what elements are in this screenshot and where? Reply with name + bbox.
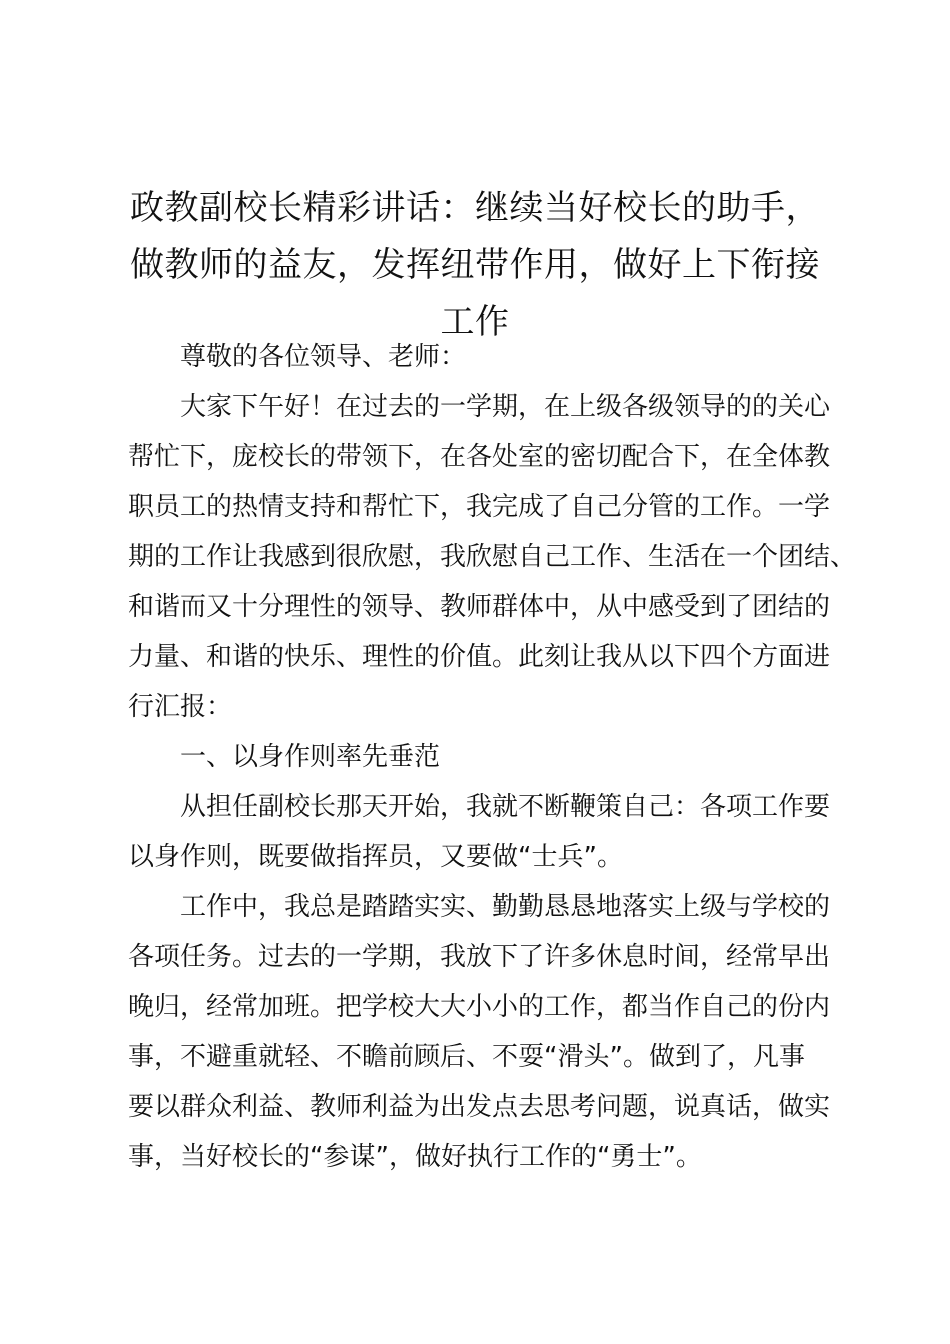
- paragraph-line: 工作中，我总是踏踏实实、勤勤恳恳地落实上级与学校的: [180, 892, 831, 922]
- section-heading: [128, 732, 828, 782]
- paragraph-line: 尊敬的各位领导、老师：: [180, 342, 467, 372]
- opening-paragraph: [128, 382, 857, 732]
- paragraph-line: 各项任务。过去的一学期，我放下了许多休息时间，经常早出: [128, 942, 831, 972]
- paragraph-line: 和谐而又十分理性的领导、教师群体中，从中感受到了团结的: [128, 592, 831, 622]
- document-body: [128, 332, 857, 1182]
- paragraph-line: 事，不避重就轻、不瞻前顾后、不耍“滑头”。做到了，凡事: [128, 1042, 805, 1072]
- paragraph-line: 从担任副校长那天开始，我就不断鞭策自己：各项工作要: [180, 792, 831, 822]
- paragraph-line: 帮忙下，庞校长的带领下，在各处室的密切配合下，在全体教: [128, 442, 831, 472]
- paragraph-line: 一、以身作则率先垂范: [180, 742, 441, 772]
- paragraph-line: 力量、和谐的快乐、理性的价值。此刻让我从以下四个方面进: [128, 642, 831, 672]
- paragraph-line: 要以群众利益、教师利益为出发点去思考问题，说真话，做实: [128, 1092, 831, 1122]
- paragraph-line: 事，当好校长的“参谋”，做好执行工作的“勇士”。: [128, 1142, 702, 1172]
- paragraph-line: 期的工作让我感到很欣慰，我欣慰自己工作、生活在一个团结、: [128, 542, 857, 572]
- body-paragraph: [128, 782, 831, 882]
- paragraph-line: 晚归，经常加班。把学校大大小小的工作，都当作自己的份内: [128, 992, 831, 1022]
- paragraph-line: 职员工的热情支持和帮忙下，我完成了自己分管的工作。一学: [128, 492, 831, 522]
- title-line: 政教副校长精彩讲话：继续当好校长的助手，: [130, 188, 820, 228]
- title-line: 工作: [440, 302, 510, 342]
- paragraph-line: 大家下午好！在过去的一学期，在上级各级领导的的关心: [180, 392, 831, 422]
- paragraph-line: 以身作则，既要做指挥员，又要做“士兵”。: [128, 842, 623, 872]
- document-title: [118, 180, 832, 351]
- body-paragraph: [128, 882, 831, 1182]
- paragraph-line: 行汇报：: [128, 692, 233, 722]
- title-line: 做教师的益友，发挥纽带作用，做好上下衔接: [130, 245, 820, 285]
- salutation-paragraph: [128, 332, 828, 382]
